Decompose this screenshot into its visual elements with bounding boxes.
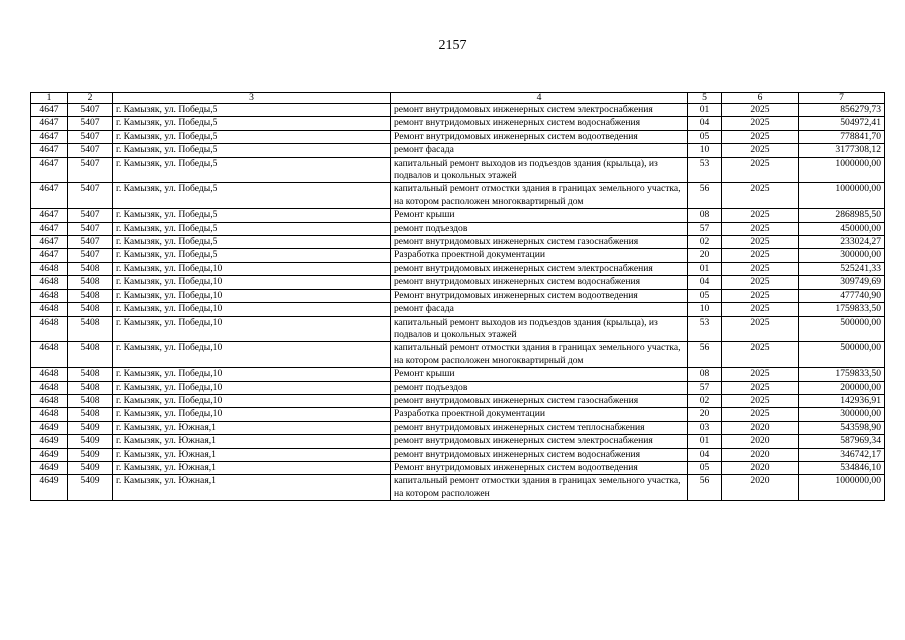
address-cell: г. Камызяк, ул. Южная,1 [113,475,391,501]
address-cell: г. Камызяк, ул. Южная,1 [113,421,391,434]
work-type-cell: Ремонт внутридомовых инженерных систем водоотведения [391,130,688,143]
table-row [31,157,885,183]
cost-cell: 200000,00 [799,381,885,394]
work-type-cell: ремонт фасада [391,303,688,316]
table-row [31,316,885,342]
address-cell: г. Камызяк, ул. Победы,5 [113,222,391,235]
year-cell: 2025 [722,316,799,342]
house-id-cell: 5407 [68,157,113,183]
address-cell: г. Камызяк, ул. Победы,10 [113,381,391,394]
row-number-cell: 4648 [31,316,68,342]
cost-cell: 3177308,12 [799,144,885,157]
year-cell: 2025 [722,276,799,289]
work-code-cell: 08 [688,368,722,381]
address-cell: г. Камызяк, ул. Победы,10 [113,303,391,316]
table-row [31,209,885,222]
row-number-cell: 4648 [31,276,68,289]
column-header-6: 6 [722,93,799,104]
address-cell: г. Камызяк, ул. Победы,10 [113,394,391,407]
table-row [31,117,885,130]
house-id-cell: 5407 [68,209,113,222]
house-id-cell: 5408 [68,276,113,289]
work-code-cell: 10 [688,144,722,157]
work-type-cell: ремонт внутридомовых инженерных систем электроснабжения [391,262,688,275]
table-row [31,435,885,448]
address-cell: г. Камызяк, ул. Победы,10 [113,262,391,275]
column-header-4: 4 [391,93,688,104]
house-id-cell: 5407 [68,222,113,235]
work-code-cell: 57 [688,222,722,235]
table-row [31,130,885,143]
year-cell: 2025 [722,381,799,394]
cost-cell: 543598,90 [799,421,885,434]
work-type-cell: ремонт внутридомовых инженерных систем водоснабжения [391,276,688,289]
column-header-3: 3 [113,93,391,104]
work-type-cell: ремонт внутридомовых инженерных систем электроснабжения [391,435,688,448]
house-id-cell: 5408 [68,316,113,342]
work-code-cell: 56 [688,342,722,368]
table-row [31,381,885,394]
address-cell: г. Камызяк, ул. Победы,10 [113,342,391,368]
year-cell: 2020 [722,475,799,501]
cost-cell: 500000,00 [799,316,885,342]
cost-cell: 1000000,00 [799,183,885,209]
cost-cell: 1759833,50 [799,303,885,316]
work-type-cell: Ремонт крыши [391,209,688,222]
address-cell: г. Камызяк, ул. Победы,5 [113,144,391,157]
table-row [31,183,885,209]
work-type-cell: Ремонт внутридомовых инженерных систем водоотведения [391,461,688,474]
work-type-cell: Разработка проектной документации [391,408,688,421]
address-cell: г. Камызяк, ул. Южная,1 [113,435,391,448]
work-type-cell: ремонт подъездов [391,222,688,235]
table-row [31,475,885,501]
work-type-cell: Ремонт внутридомовых инженерных систем водоотведения [391,289,688,302]
cost-cell: 1000000,00 [799,475,885,501]
year-cell: 2025 [722,262,799,275]
year-cell: 2025 [722,394,799,407]
work-type-cell: ремонт внутридомовых инженерных систем водоснабжения [391,117,688,130]
table-row [31,236,885,249]
year-cell: 2025 [722,303,799,316]
row-number-cell: 4648 [31,262,68,275]
row-number-cell: 4649 [31,435,68,448]
year-cell: 2020 [722,448,799,461]
work-code-cell: 05 [688,461,722,474]
house-id-cell: 5409 [68,448,113,461]
cost-cell: 500000,00 [799,342,885,368]
row-number-cell: 4649 [31,475,68,501]
address-cell: г. Камызяк, ул. Победы,5 [113,104,391,117]
work-code-cell: 02 [688,236,722,249]
year-cell: 2025 [722,342,799,368]
row-number-cell: 4649 [31,448,68,461]
year-cell: 2025 [722,289,799,302]
row-number-cell: 4648 [31,303,68,316]
cost-cell: 1759833,50 [799,368,885,381]
year-cell: 2025 [722,249,799,262]
house-id-cell: 5408 [68,289,113,302]
house-id-cell: 5409 [68,461,113,474]
cost-cell: 856279,73 [799,104,885,117]
work-code-cell: 05 [688,130,722,143]
address-cell: г. Камызяк, ул. Победы,5 [113,130,391,143]
row-number-cell: 4649 [31,421,68,434]
work-type-cell: капитальный ремонт отмостки здания в границах земельного участка, на котором расположен многоквартирный дом [391,342,688,368]
year-cell: 2025 [722,144,799,157]
work-type-cell: ремонт подъездов [391,381,688,394]
work-type-cell: Разработка проектной документации [391,249,688,262]
house-id-cell: 5408 [68,262,113,275]
table-row [31,144,885,157]
work-type-cell: Ремонт крыши [391,368,688,381]
house-id-cell: 5407 [68,144,113,157]
work-type-cell: ремонт внутридомовых инженерных систем газоснабжения [391,236,688,249]
year-cell: 2025 [722,222,799,235]
house-id-cell: 5409 [68,435,113,448]
cost-cell: 142936,91 [799,394,885,407]
house-id-cell: 5409 [68,475,113,501]
cost-cell: 525241,33 [799,262,885,275]
row-number-cell: 4648 [31,408,68,421]
work-code-cell: 08 [688,209,722,222]
table-row [31,303,885,316]
row-number-cell: 4647 [31,236,68,249]
row-number-cell: 4647 [31,209,68,222]
cost-cell: 778841,70 [799,130,885,143]
address-cell: г. Камызяк, ул. Южная,1 [113,461,391,474]
work-code-cell: 20 [688,408,722,421]
cost-cell: 534846,10 [799,461,885,474]
work-code-cell: 05 [688,289,722,302]
year-cell: 2025 [722,117,799,130]
table-row [31,461,885,474]
house-id-cell: 5407 [68,104,113,117]
table-row [31,421,885,434]
row-number-cell: 4647 [31,104,68,117]
row-number-cell: 4647 [31,117,68,130]
work-code-cell: 20 [688,249,722,262]
work-type-cell: ремонт внутридомовых инженерных систем электроснабжения [391,104,688,117]
house-id-cell: 5407 [68,130,113,143]
year-cell: 2025 [722,368,799,381]
cost-cell: 450000,00 [799,222,885,235]
row-number-cell: 4648 [31,342,68,368]
page-number: 2157 [438,38,467,53]
work-type-cell: капитальный ремонт отмостки здания в границах земельного участка, на котором расположен [391,475,688,501]
work-code-cell: 01 [688,435,722,448]
year-cell: 2020 [722,421,799,434]
address-cell: г. Камызяк, ул. Победы,5 [113,183,391,209]
cost-cell: 309749,69 [799,276,885,289]
row-number-cell: 4647 [31,130,68,143]
house-id-cell: 5407 [68,236,113,249]
house-id-cell: 5407 [68,183,113,209]
work-code-cell: 04 [688,276,722,289]
cost-cell: 477740,90 [799,289,885,302]
work-type-cell: капитальный ремонт выходов из подъездов здания (крыльца), из подвалов и цокольных этажей [391,316,688,342]
table-row [31,289,885,302]
work-type-cell: ремонт внутридомовых инженерных систем газоснабжения [391,394,688,407]
row-number-cell: 4647 [31,183,68,209]
year-cell: 2025 [722,157,799,183]
work-type-cell: капитальный ремонт выходов из подъездов здания (крыльца), из подвалов и цокольных этажей [391,157,688,183]
table-row [31,104,885,117]
cost-cell: 504972,41 [799,117,885,130]
house-id-cell: 5409 [68,421,113,434]
work-code-cell: 57 [688,381,722,394]
work-code-cell: 56 [688,475,722,501]
work-code-cell: 03 [688,421,722,434]
work-code-cell: 04 [688,448,722,461]
cost-cell: 1000000,00 [799,157,885,183]
row-number-cell: 4648 [31,381,68,394]
house-id-cell: 5408 [68,368,113,381]
year-cell: 2025 [722,183,799,209]
work-code-cell: 53 [688,157,722,183]
work-code-cell: 56 [688,183,722,209]
cost-cell: 346742,17 [799,448,885,461]
year-cell: 2025 [722,236,799,249]
address-cell: г. Камызяк, ул. Победы,5 [113,117,391,130]
work-code-cell: 01 [688,262,722,275]
row-number-cell: 4647 [31,222,68,235]
address-cell: г. Камызяк, ул. Южная,1 [113,448,391,461]
address-cell: г. Камызяк, ул. Победы,10 [113,368,391,381]
column-number-row [31,93,885,104]
row-number-cell: 4648 [31,368,68,381]
column-header-1: 1 [31,93,68,104]
house-id-cell: 5408 [68,394,113,407]
table-row [31,342,885,368]
table-row [31,448,885,461]
work-type-cell: ремонт фасада [391,144,688,157]
work-type-cell: ремонт внутридомовых инженерных систем водоснабжения [391,448,688,461]
works-table [30,92,885,501]
house-id-cell: 5408 [68,342,113,368]
address-cell: г. Камызяк, ул. Победы,10 [113,289,391,302]
table-row [31,368,885,381]
house-id-cell: 5408 [68,381,113,394]
work-code-cell: 53 [688,316,722,342]
year-cell: 2025 [722,130,799,143]
row-number-cell: 4648 [31,289,68,302]
work-code-cell: 04 [688,117,722,130]
cost-cell: 300000,00 [799,249,885,262]
column-header-5: 5 [688,93,722,104]
table-row [31,262,885,275]
house-id-cell: 5407 [68,117,113,130]
row-number-cell: 4647 [31,249,68,262]
table-row [31,394,885,407]
address-cell: г. Камызяк, ул. Победы,10 [113,316,391,342]
row-number-cell: 4647 [31,157,68,183]
table-row [31,222,885,235]
address-cell: г. Камызяк, ул. Победы,5 [113,157,391,183]
work-type-cell: ремонт внутридомовых инженерных систем теплоснабжения [391,421,688,434]
year-cell: 2025 [722,104,799,117]
cost-cell: 587969,34 [799,435,885,448]
year-cell: 2020 [722,435,799,448]
cost-cell: 2868985,50 [799,209,885,222]
column-header-2: 2 [68,93,113,104]
address-cell: г. Камызяк, ул. Победы,5 [113,236,391,249]
house-id-cell: 5407 [68,249,113,262]
row-number-cell: 4649 [31,461,68,474]
table-row [31,249,885,262]
house-id-cell: 5408 [68,408,113,421]
table-row [31,408,885,421]
year-cell: 2020 [722,461,799,474]
work-type-cell: капитальный ремонт отмостки здания в границах земельного участка, на котором расположен многоквартирный дом [391,183,688,209]
year-cell: 2025 [722,209,799,222]
work-code-cell: 01 [688,104,722,117]
row-number-cell: 4648 [31,394,68,407]
column-header-7: 7 [799,93,885,104]
work-code-cell: 10 [688,303,722,316]
cost-cell: 300000,00 [799,408,885,421]
table-row [31,276,885,289]
address-cell: г. Камызяк, ул. Победы,5 [113,249,391,262]
year-cell: 2025 [722,408,799,421]
house-id-cell: 5408 [68,303,113,316]
address-cell: г. Камызяк, ул. Победы,10 [113,408,391,421]
cost-cell: 233024,27 [799,236,885,249]
row-number-cell: 4647 [31,144,68,157]
work-code-cell: 02 [688,394,722,407]
address-cell: г. Камызяк, ул. Победы,10 [113,276,391,289]
address-cell: г. Камызяк, ул. Победы,5 [113,209,391,222]
